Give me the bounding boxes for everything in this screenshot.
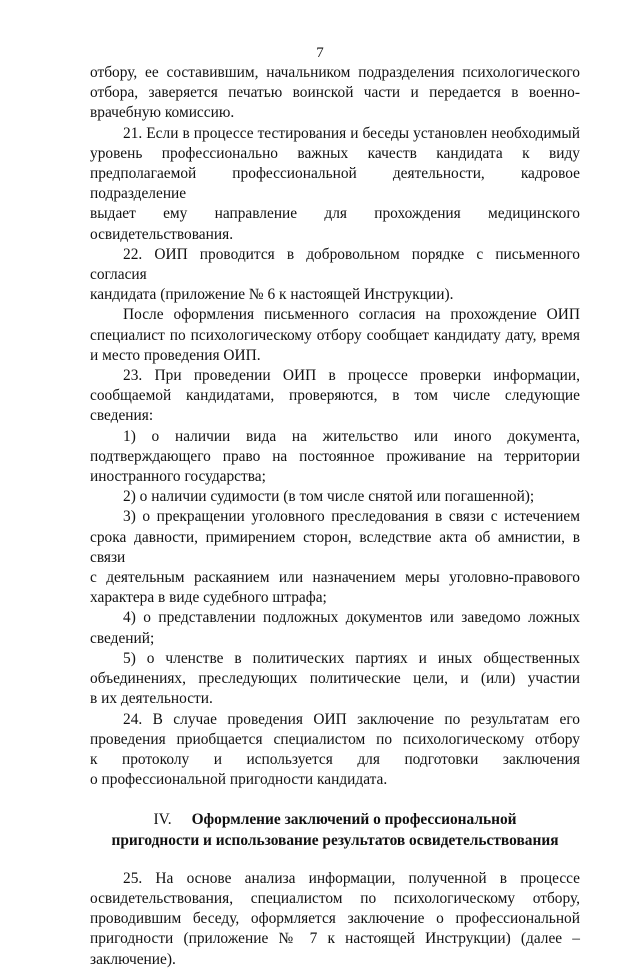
- text-line: освидетельствования, специалистом по психологическому отбору,: [90, 889, 580, 907]
- section-title-line-2: пригодности и использование результатов освидетельствования: [111, 831, 559, 849]
- text-line: 25. На основе анализа информации, полученной в процессе: [123, 869, 580, 887]
- text-line: кандидата (приложение № 6 к настоящей Инструкции).: [90, 286, 454, 304]
- text-line: 1) о наличии вида на жительство или иного документа,: [123, 427, 580, 445]
- text-line: освидетельствования.: [90, 225, 234, 243]
- text-line: уровень профессионально важных качеств кандидата к виду: [90, 144, 580, 162]
- text-line: срока давности, примирением сторон, вследствие акта об амнистии, в связи: [90, 528, 580, 566]
- text-line: 22. ОИП проводится в добровольном порядке с письменного согласия: [90, 245, 580, 284]
- paragraph-22: [90, 245, 580, 306]
- text-line: После оформления письменного согласия на прохождение ОИП: [123, 306, 580, 324]
- text-line: о профессиональной пригодности кандидата.: [90, 771, 388, 789]
- text-line: проведения приобщается специалистом по психологическому отбору: [90, 730, 580, 748]
- text-line: 21. Если в процессе тестирования и беседы установлен необходимый: [123, 124, 580, 142]
- paragraph-22-consent: [90, 305, 580, 366]
- text-line: 4) о представлении подложных документов или заведомо ложных: [123, 609, 580, 627]
- text-line: предполагаемой профессиональной деятельности, кадровое подразделение: [90, 165, 580, 203]
- text-line: проводившим беседу, оформляется заключение о профессиональной: [90, 910, 580, 928]
- paragraph-25: [90, 869, 580, 970]
- text-line: и место проведения ОИП.: [90, 346, 261, 364]
- text-line: сведений;: [90, 629, 155, 647]
- text-line: с деятельным раскаянием или назначением меры уголовно-правового: [90, 569, 580, 587]
- text-line: характера в виде судебного штрафа;: [90, 589, 327, 607]
- list-item-23-1: [90, 427, 580, 488]
- text-line: заключение).: [90, 950, 176, 968]
- text-line: отбору, ее составившим, начальником подразделения психологического: [90, 64, 580, 81]
- text-line: 5) о членстве в политических партиях и иных общественных: [123, 649, 580, 667]
- document-body: [90, 63, 580, 970]
- paragraph-continuation: [90, 63, 580, 124]
- text-line: выдает ему направление для прохождения медицинского: [90, 205, 580, 223]
- text-line: подтверждающего право на постоянное проживание на территории: [90, 447, 580, 465]
- text-line: сообщаемой кандидатами, проверяются, в том числе следующие сведения:: [90, 387, 580, 425]
- text-line: врачебную комиссию.: [90, 104, 235, 122]
- list-item-23-5: [90, 649, 580, 710]
- paragraph-23: [90, 366, 580, 427]
- text-line: специалист по психологическому отбору сообщает кандидату дату, время: [90, 326, 580, 344]
- section-number: IV.: [153, 811, 172, 829]
- text-line: к протоколу и используется для подготовки заключения: [90, 750, 580, 768]
- list-item-23-4: [90, 608, 580, 648]
- text-line: 24. В случае проведения ОИП заключение по результатам его: [123, 710, 580, 728]
- page-number: 7: [316, 45, 324, 61]
- section-heading: [90, 810, 580, 850]
- text-line: объединениях, преследующих политические цели, и (или) участии: [90, 670, 580, 688]
- text-line: отбора, заверяется печатью воинской части и передается в военно-: [90, 84, 580, 102]
- text-line: в их деятельности.: [90, 690, 213, 708]
- text-line: пригодности (приложение № 7 к настоящей Инструкции) (далее –: [90, 930, 580, 948]
- text-line: иностранного государства;: [90, 468, 266, 486]
- text-line: 2) о наличии судимости (в том числе снятой или погашенной);: [123, 488, 535, 506]
- section-title-line-1: Оформление заключений о профессиональной: [191, 811, 517, 829]
- text-line: 23. При проведении ОИП в процессе проверки информации,: [123, 367, 580, 385]
- list-item-23-3: [90, 507, 580, 608]
- text-line: 3) о прекращении уголовного преследования в связи с истечением: [123, 508, 580, 526]
- paragraph-24: [90, 710, 580, 791]
- list-item-23-2: [90, 487, 580, 507]
- paragraph-21: [90, 124, 580, 245]
